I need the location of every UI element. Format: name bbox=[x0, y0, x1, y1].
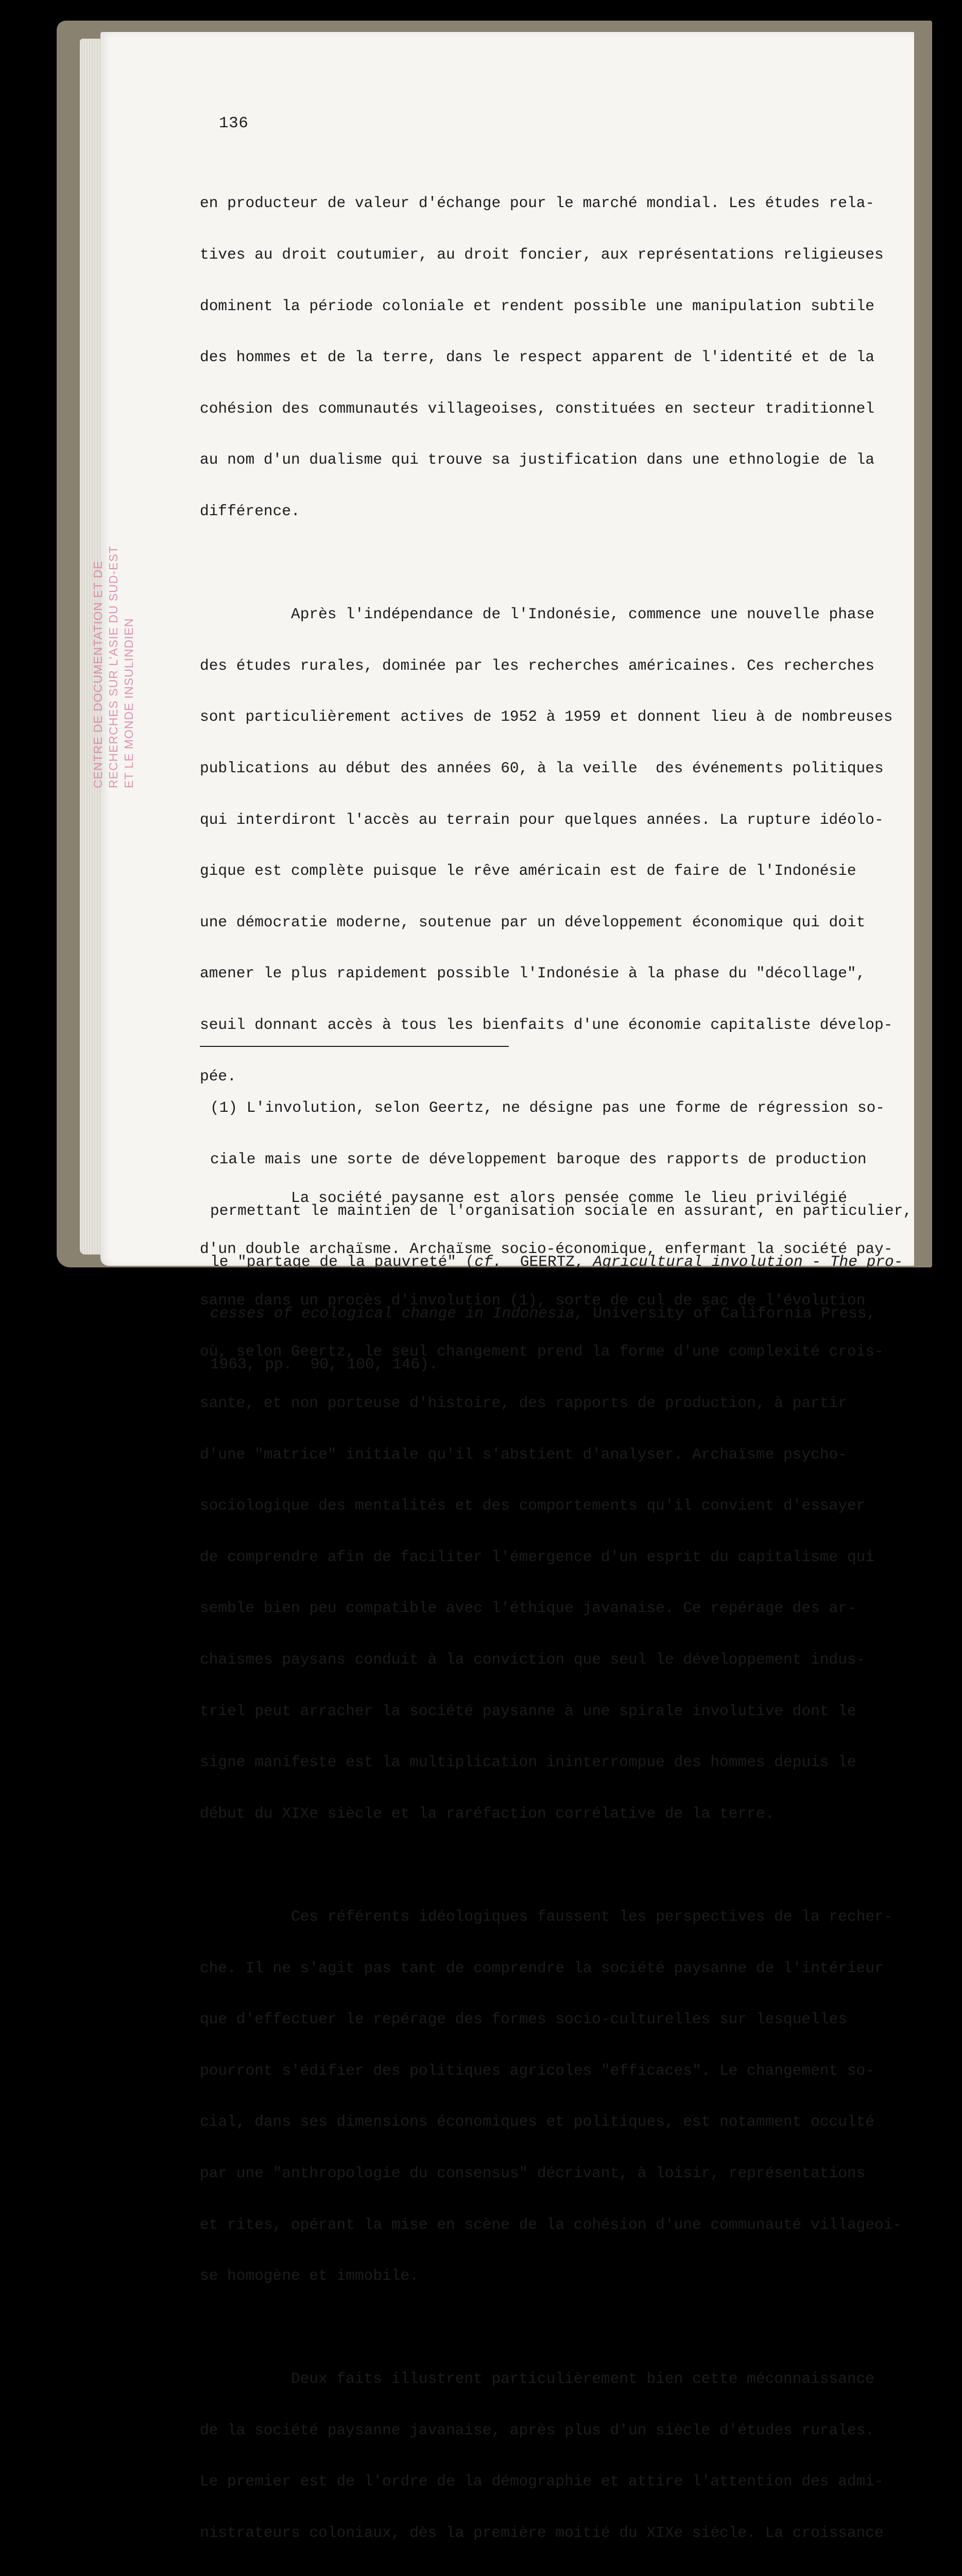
text-line: par une "anthropologie du consensus" décrivant, à loisir, représentations bbox=[200, 2165, 859, 2182]
paragraph-4 bbox=[200, 1874, 859, 2319]
footnote-line: 1963, pp. 90, 100, 146). bbox=[210, 1356, 859, 1373]
text-line: des études rurales, dominée par les recherches américaines. Ces recherches bbox=[200, 657, 859, 674]
text-line: pourront s'édifier des politiques agricoles "efficaces". Le changement so- bbox=[200, 2062, 859, 2079]
text-line: en producteur de valeur d'échange pour le marché mondial. Les études rela- bbox=[200, 195, 859, 212]
text-line: cohésion des communautés villageoises, constituées en secteur traditionnel bbox=[200, 400, 859, 417]
text-line: se homogène et immobile. bbox=[200, 2267, 859, 2284]
stamp-line-1: CENTRE DE DOCUMENTATION ET DE bbox=[90, 546, 106, 788]
text-line: che. Il ne s'agit pas tant de comprendre la société paysanne de l'intérieur bbox=[200, 1960, 859, 1977]
footnote-publisher: University of California Press, bbox=[584, 1304, 876, 1322]
footnote-cf: cf. bbox=[474, 1253, 502, 1270]
text-line: une démocratie moderne, soutenue par un développement économique qui doit bbox=[200, 914, 859, 931]
text-line: chaïsmes paysans conduit à la conviction que seul le développement indus- bbox=[200, 1651, 859, 1668]
text-line: différence. bbox=[200, 503, 859, 520]
text-line: de comprendre afin de faciliter l'émergence d'un esprit du capitalisme qui bbox=[200, 1549, 859, 1566]
footnote-line bbox=[210, 1305, 859, 1322]
footnote-book-title-cont: cesses of ecological change in Indonesia, bbox=[210, 1304, 584, 1322]
text-line: triel peut arracher la société paysanne à une spirale involutive dont le bbox=[200, 1703, 859, 1720]
text-line: d'un double archaïsme. Archaïsme socio-économique, enfermant la société pay- bbox=[200, 1241, 859, 1258]
text-line: tives au droit coutumier, au droit foncier, aux représentations religieuses bbox=[200, 246, 859, 263]
text-line: semble bien peu compatible avec l'éthique javanaise. Ce repérage des ar- bbox=[200, 1600, 859, 1617]
library-stamp bbox=[70, 541, 152, 799]
paragraph-2 bbox=[200, 572, 859, 1120]
footnote-separator bbox=[200, 1046, 509, 1047]
footnote-line: permettant le maintien de l'organisation sociale en assurant, en particulier, bbox=[210, 1202, 859, 1219]
text-line: nistrateurs coloniaux, dès la première moitié du XIXe siècle. La croissance bbox=[200, 2524, 859, 2541]
text-line: Deux faits illustrent particulièrement bien cette méconnaissance bbox=[200, 2370, 859, 2387]
footnote-line bbox=[210, 1253, 859, 1270]
footnote-text: le "partage de la pauvreté" ( bbox=[210, 1253, 474, 1270]
text-line: Le premier est de l'ordre de la démographie et attire l'attention des admi- bbox=[200, 2473, 859, 2490]
text-line: Ces référents idéologiques faussent les perspectives de la recher- bbox=[200, 1908, 859, 1925]
text-line: seuil donnant accès à tous les bienfaits d'une économie capitaliste dévelop- bbox=[200, 1016, 859, 1033]
text-line: La société paysanne est alors pensée comme le lieu privilégié bbox=[200, 1190, 859, 1207]
text-line: sante, et non porteuse d'histoire, des rapports de production, à partir bbox=[200, 1395, 859, 1412]
text-line: début du XIXe siècle et la raréfaction corrélative de la terre. bbox=[200, 1805, 859, 1822]
paragraph-1 bbox=[200, 161, 859, 554]
text-line: pée. bbox=[200, 1068, 859, 1085]
text-line: sont particulièrement actives de 1952 à 1959 et donnent lieu à de nombreuses bbox=[200, 708, 859, 725]
text-line: publications au début des années 60, à la veille des événements politiques bbox=[200, 760, 859, 777]
stamp-line-2: RECHERCHES SUR L'ASIE DU SUD-EST bbox=[106, 546, 121, 788]
text-line: signe manifeste est la multiplication ininterrompue des hommes depuis le bbox=[200, 1754, 859, 1771]
text-line: dominent la période coloniale et rendent possible une manipulation subtile bbox=[200, 298, 859, 315]
text-line: sociologique des mentalités et des comportements qu'il convient d'essayer bbox=[200, 1497, 859, 1514]
text-line: cial, dans ses dimensions économiques et politiques, est notamment occulté bbox=[200, 2113, 859, 2130]
text-line: gique est complète puisque le rêve américain est de faire de l'Indonésie bbox=[200, 862, 859, 879]
footnote-line: (1) L'involution, selon Geertz, ne désigne pas une forme de régression so- bbox=[210, 1099, 859, 1116]
text-line: qui interdiront l'accès au terrain pour quelques années. La rupture idéolo- bbox=[200, 811, 859, 828]
text-line: que d'effectuer le repérage des formes socio-culturelles sur lesquelles bbox=[200, 2011, 859, 2028]
text-line: au nom d'un dualisme qui trouve sa justification dans une ethnologie de la bbox=[200, 451, 859, 468]
text-line: et rites, opérant la mise en scène de la cohésion d'une communauté villageoi- bbox=[200, 2216, 859, 2233]
text-line: d'une "matrice" initiale qu'il s'abstient d'analyser. Archaïsme psycho- bbox=[200, 1446, 859, 1463]
paragraph-5 bbox=[200, 2336, 859, 2576]
text-line: amener le plus rapidement possible l'Indonésie à la phase du "décollage", bbox=[200, 965, 859, 982]
footnote bbox=[210, 1065, 859, 1391]
text-line: de la société paysanne javanaise, après plus d'un siècle d'études rurales. bbox=[200, 2422, 859, 2439]
stamp-line-3: ET LE MONDE INSULINDIEN bbox=[121, 546, 136, 788]
page-number: 136 bbox=[219, 114, 248, 132]
footnote-author: GEERTZ, bbox=[502, 1253, 593, 1270]
footnote-line: ciale mais une sorte de développement baroque des rapports de production bbox=[210, 1151, 859, 1168]
text-line: où, selon Geertz, le seul changement prend la forme d'une complexité crois- bbox=[200, 1343, 859, 1360]
text-line: sanne dans un procès d'involution (1), sorte de cul de sac de l'évolution bbox=[200, 1292, 859, 1309]
text-line: des hommes et de la terre, dans le respect apparent de l'identité et de la bbox=[200, 349, 859, 366]
footnote-book-title: Agricultural involution - The pro- bbox=[593, 1253, 903, 1270]
text-line: Après l'indépendance de l'Indonésie, commence une nouvelle phase bbox=[200, 606, 859, 623]
